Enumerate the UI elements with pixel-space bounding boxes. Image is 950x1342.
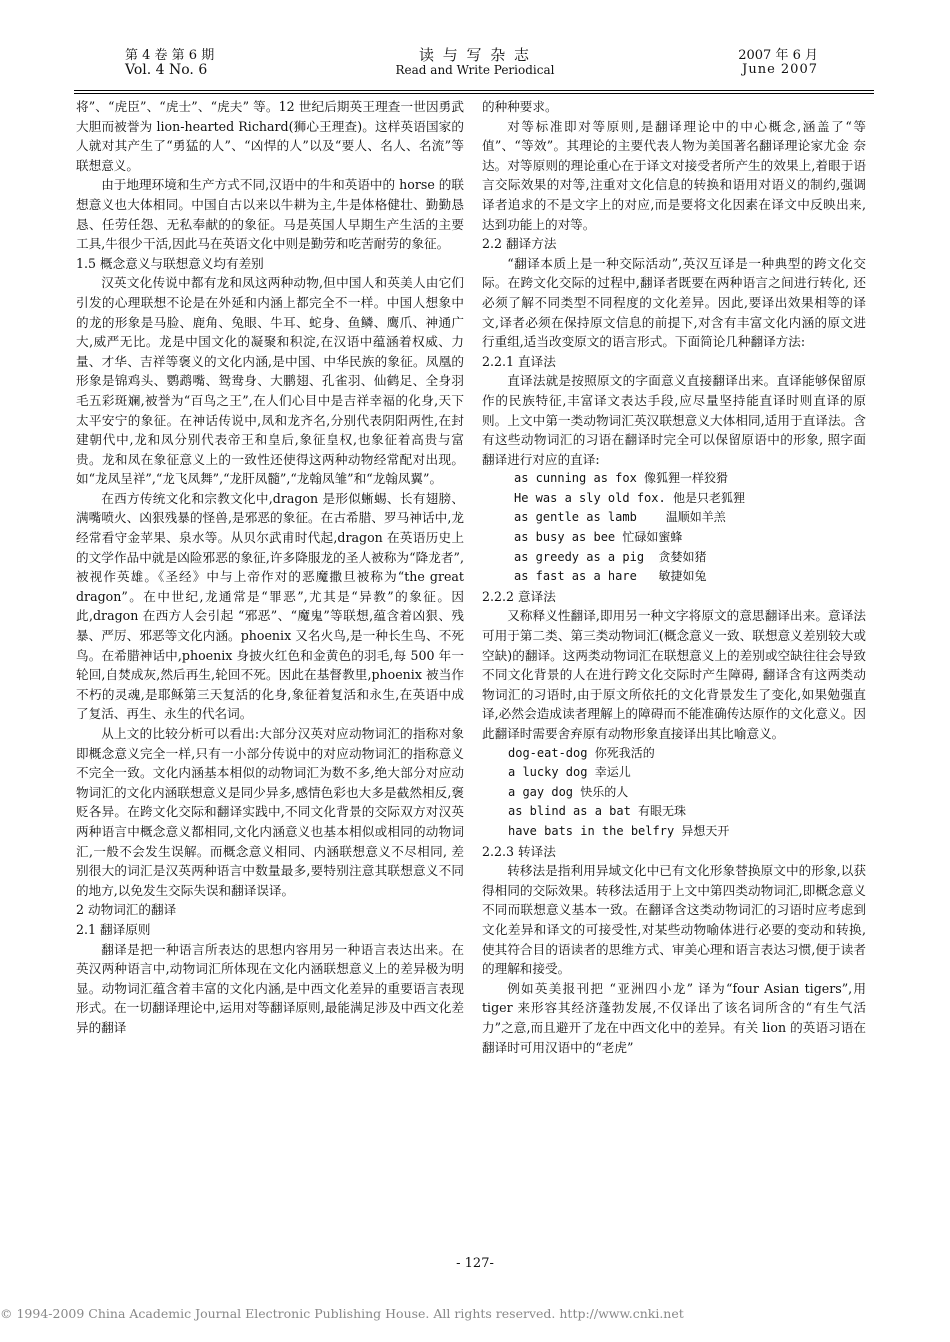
paragraph: 的种种要求。 <box>482 99 558 114</box>
journal-title-en: Read and Write Periodical <box>395 63 555 77</box>
paragraph: 翻译是把一种语言所表达的思想内容用另一种语言表达出来。在英汉两种语言中,动物词汇所体现在文化内涵联想意义上的差异极为明显。动物词汇蕴含着丰富的文化内涵,是中西文化差异的重要语言表现形式。在一切翻译理论中,运用对等翻译原则,最能满足涉及中西文化差异的翻译 <box>76 941 464 1035</box>
section-heading: 2 动物词汇的翻译 <box>76 902 177 918</box>
paragraph: “翻译本质上是一种交际活动”,英汉互译是一种典型的跨文化交际。在跨文化交际的过程中,翻译者既要在两种语言之间进行转化, 还必须了解不同类型不同程度的文化差异。因此,要译出效果相等的译文,译者必须在保持原文信息的前提下,对含有丰富文化内涵的原文进行重组,适当改变原文的语言形式。下面简论几种翻译方法: <box>482 255 866 350</box>
section-heading: 2.2.3 转译法 <box>482 843 556 859</box>
section-heading: 1.5 概念意义与联想意义均有差别 <box>76 255 264 271</box>
paragraph: 直译法就是按照原文的字面意义直接翻译出来。直译能够保留原作的民族特征,丰富译文表达手段,应尽量坚持能直译时则直译的原则。上文中第一类动物词汇英汉联想意义大体相同,适用于直译法。含有这些动物词汇的习语在翻译时完全可以保留原语中的形象, 照字面翻译进行对应的直译: <box>482 373 866 467</box>
volume-cn: 第 4 卷 第 6 期 <box>125 48 215 63</box>
running-header <box>0 44 950 84</box>
example-line: He was a sly old fox. 他是只老狐狸 <box>514 490 745 505</box>
example-line: dog-eat-dog 你死我活的 <box>508 745 655 760</box>
header-rule-2 <box>74 93 874 94</box>
section-heading: 2.1 翻译原则 <box>76 921 151 937</box>
section-heading: 2.2 翻译方法 <box>482 236 557 252</box>
paragraph: 在西方传统文化和宗教文化中,dragon 是形似蜥蜴、长有翅膀、满嘴喷火、凶狠残暴的怪兽,是邪恶的象征。在古希腊、罗马神话中,龙经常看守金苹果、泉水等。从贝尔武甫时代起,dragon 在英语历史上的文学作品中就是凶险邪恶的象征,许多降服龙的圣人被称为“降龙者”,被视作英雄。《圣经》中与上帝作对的恶魔撒旦被称为“the great dragon”。在中世纪,龙通常是“罪恶”,尤其是“异教”的象征。因此,dragon 在西方人会引起 “邪恶”、“魔鬼”等联想,蕴含着凶狠、残暴、严厉、邪恶等文化内涵。phoenix 又名火鸟,是一种长生鸟、不死鸟。在希腊神话中,phoenix 身披火红色和金黄色的羽毛,每 500 年一轮回,自焚成灰,然后再生,轮回不死。因此在基督教里,phoenix 被当作不朽的灵魂,是耶稣第三天复活的化身,象征着复活和永生,在英语中成了复活、再生、永生的代名词。 <box>76 490 464 722</box>
section-heading: 2.2.2 意译法 <box>482 588 556 604</box>
paragraph: 将”、“虎臣”、“虎士”、“虎夫” 等。12 世纪后期英王理查一世因勇武大胆而被誉为 lion-hearted Richard(狮心王理查)。这样英语国家的人就对其产生了“勇猛的人”、“凶悍的人”以及“要人、名人、名流”等联想意义。 <box>76 99 464 173</box>
paragraph: 转移法是指利用异域文化中已有文化形象替换原文中的形象,以获得相同的交际效果。转移法适用于上文中第四类动物词汇,即概念意义不同而联想意义基本一致。在翻译含这类动物词汇的习语时应考虑到文化差异和译文的可接受性,对某些动物喻体进行必要的变动和转换,使其符合目的语读者的思维方式、审美心理和语言表达习惯,便于读者的理解和接受。 <box>482 863 866 977</box>
example-line: as busy as bee 忙碌如蜜蜂 <box>514 530 683 545</box>
example-line: as gentle as lamb 温顺如羊羔 <box>514 510 726 525</box>
paragraph: 汉英文化传说中都有龙和凤这两种动物,但中国人和英美人由它们引发的心理联想不论是在外延和内涵上都完全不一样。中国人想象中的龙的形象是马脸、鹿角、兔眼、牛耳、蛇身、鱼鳞、鹰爪、神通广大,威严无比。龙是中国文化的凝聚和积淀,在汉语中蕴涵着权威、力量、才华、吉祥等褒义的文化内涵,是中国、中华民族的象征。凤凰的形象是锦鸡头、鹦鹉嘴、鸳鸯身、大鹏翅、孔雀羽、仙鹤足、全身羽毛五彩斑斓,被誉为“百鸟之王”,在人们心目中是吉祥幸福的化身,天下太平安宁的象征。在神话传说中,凤和龙齐名,分别代表阴阳两性,在封建朝代中,龙和凤分别代表帝王和皇后,象征皇权,也象征着高贵与富贵。龙和凤在象征意义上的一致性还使得这两种动物经常配对出现。如“龙凤呈祥”,“龙飞凤舞”,“龙肝凤髓”,“龙翰凤雏”和“龙翰凤翼”。 <box>76 275 464 487</box>
left-column <box>76 97 464 1038</box>
example-line: a gay dog 快乐的人 <box>508 784 629 799</box>
date-cn: 2007 年 6 月 <box>738 48 818 63</box>
paragraph: 对等标准即对等原则,是翻译理论中的中心概念,涵盖了“等值”、“等效”。其理论的主要代表人物为美国著名翻译理论家尤金 奈达。对等原则的理论重心在于译文对接受者所产生的效果上,着眼于语言交际效果的对等,注重对文化信息的转换和语用对语义的制约,强调译者追求的不是文字上的对应,而是要将文化因素在译文中反映出来, 达到功能上的对等。 <box>482 118 866 232</box>
example-line: as cunning as fox 像狐狸一样狡猾 <box>514 471 729 486</box>
date-en: June 2007 <box>742 62 818 77</box>
example-line: as fast as a hare 敏捷如兔 <box>514 569 707 584</box>
example-line: as greedy as a pig 贪婪如猪 <box>514 549 707 564</box>
paragraph: 例如英美报刊把 “亚洲四小龙” 译为“four Asian tigers”,用 tiger 来形容其经济蓬勃发展,不仅译出了该名词所含的“有生气活力”之意,而且避开了龙在中西文化中的差异。有关 lion 的英语习语在翻译时可用汉语中的“老虎” <box>482 980 866 1055</box>
paragraph: 从上文的比较分析可以看出:大部分汉英对应动物词汇的指称对象即概念意义完全一样,只有一小部分传说中的对应动物词汇的指称意义不完全一致。文化内涵基本相似的动物词汇为数不多,绝大部分对应动物词汇的文化内涵联想意义是同少异多,感情色彩也大多是截然相反,褒贬各异。在跨文化交际和翻译实践中,不同文化背景的交际双方对汉英两种语言中概念意义都相同,文化内涵意义也基本相似或相同的动物词汇,一般不会发生误解。而概念意义相同、内涵联想意义不尽相同, 差别很大的词汇是汉英两种语言中数量最多,要特别注意其联想意义不同的地方,以免发生交际失误和翻译误译。 <box>76 726 464 898</box>
right-column <box>482 97 866 1057</box>
example-line: a lucky dog 幸运儿 <box>508 765 631 780</box>
journal-title-cn: 读 与 写 杂 志 <box>418 46 532 64</box>
volume-en: Vol. 4 No. 6 <box>125 62 208 78</box>
paragraph: 又称释义性翻译,即用另一种文字将原文的意思翻译出来。意译法可用于第二类、第三类动物词汇(概念意义一致、联想意义差别较大或空缺)的翻译。这两类动物词汇在联想意义上的差别或空缺往往会导致不同文化背景的人在进行跨文化交际时产生障碍, 翻译含有这两类动物词汇的习语时,由于原文所依托的文化背景发生了变化,如果勉强直译,必然会造成读者理解上的障碍而不能准确传达原作的文化意义。因此翻译时需要舍弃原有动物形象直接译出其比喻意义。 <box>482 608 866 741</box>
page-number: - 127- <box>456 1256 494 1271</box>
section-heading: 2.2.1 直译法 <box>482 353 556 369</box>
header-rule <box>74 90 874 91</box>
example-line: as blind as a bat 有眼无珠 <box>508 804 687 819</box>
copyright-footer: © 1994-2009 China Academic Journal Electronic Publishing House. All rights reserved. http://www.cnki.net <box>0 1306 684 1321</box>
example-line: have bats in the belfry 异想天开 <box>508 823 730 838</box>
paragraph: 由于地理环境和生产方式不同,汉语中的牛和英语中的 horse 的联想意义也大体相同。中国自古以来以牛耕为主,牛是体格健壮、勤勤恳恳、任劳任怨、无私奉献的的象征。马是英国人早期生产生活的主要工具,牛很少干活,因此马在英语文化中则是勤劳和吃苦耐劳的象征。 <box>76 177 464 252</box>
